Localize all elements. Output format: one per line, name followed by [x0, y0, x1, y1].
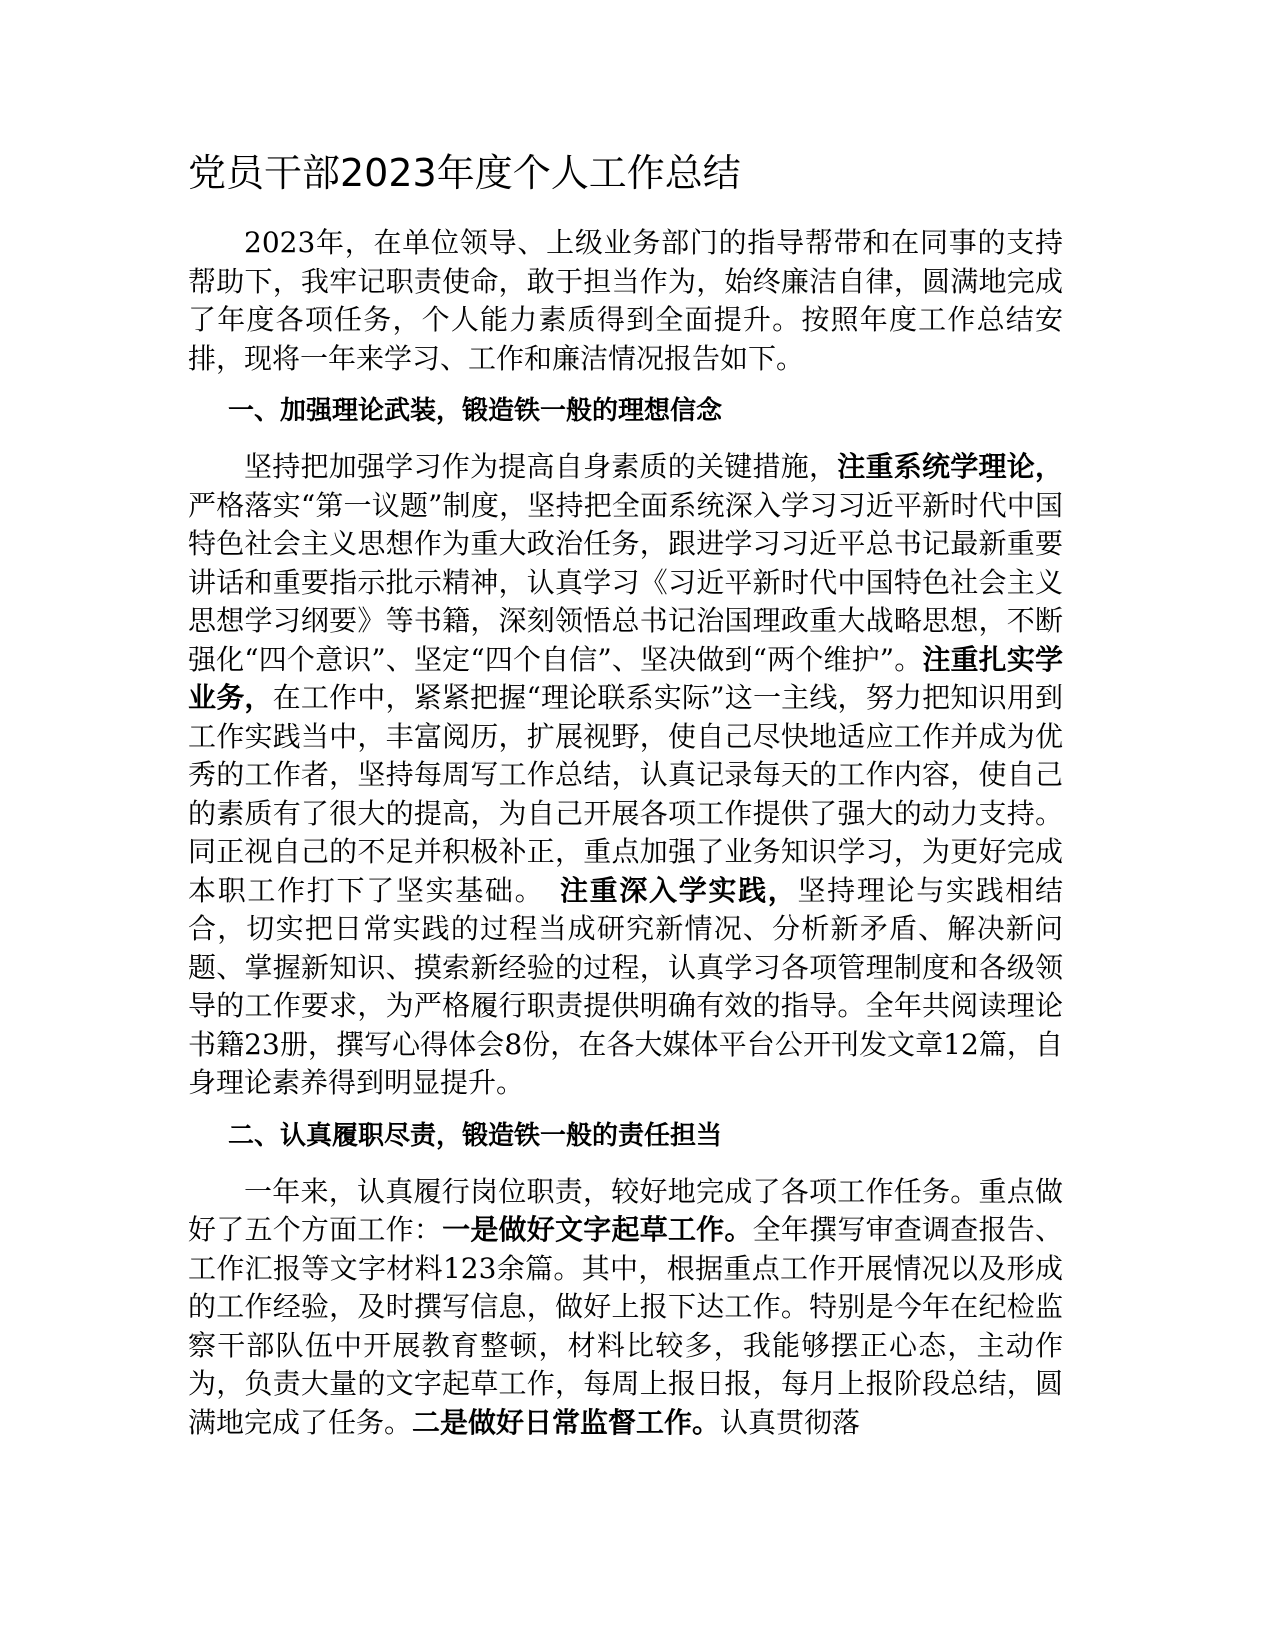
section-1-emphasis-2: 注重扎实学业务， — [188, 642, 1063, 714]
section-1-paragraph — [188, 448, 1063, 1103]
document-body — [188, 148, 1063, 1456]
section-2-heading: 二、认真履职尽责，锻造铁一般的责任担当 — [228, 1120, 723, 1151]
section-2-emphasis-2: 二是做好日常监督工作。 — [412, 1405, 721, 1439]
section-2-emphasis-1: 一是做好文字起草工作。 — [442, 1213, 753, 1246]
document-title: 党员干部2023年度个人工作总结 — [188, 151, 741, 195]
section-1-text-4: 坚持理论与实践相结合，切实把日常实践的过程当成研究新情况、分析新矛盾、解决新问题、掌握新知识、摸索新经验的过程，认真学习各项管理制度和各级领导的工作要求，为严格履行职责提供明确有效的指导。全年共阅读理论书籍23册，撰写心得体会8份，在各大媒体平台公开刊发文章12篇，自身理论素养得到明显提升。 — [188, 873, 1063, 1099]
section-1-text-3: 在工作中，紧紧把握“理论联系实际”这一主线，努力把知识用到工作实践当中，丰富阅历，扩展视野，使自己尽快地适应工作并成为优秀的工作者，坚持每周写工作总结，认真记录每天的工作内容，使自己的素质有了很大的提高，为自己开展各项工作提供了强大的动力支持。同正视自己的不足并积极补正，重点加强了业务知识学习，为更好完成本职工作打下了坚实基础。 — [188, 681, 1063, 907]
section-1-text-2: 严格落实“第一议题”制度，坚持把全面系统深入学习习近平新时代中国特色社会主义思想作为重大政治任务，跟进学习习近平总书记最新重要讲话和重要指示批示精神，认真学习《习近平新时代中国特色社会主义思想学习纲要》等书籍，深刻领悟总书记治国理政重大战略思想，不断强化“四个意识”、坚定“四个自信”、坚决做到“两个维护”。 — [188, 488, 1063, 676]
intro-paragraph: 2023年，在单位领导、上级业务部门的指导帮带和在同事的支持帮助下，我牢记职责使命，敢于担当作为，始终廉洁自律，圆满地完成了年度各项任务，个人能力素质得到全面提升。按照年度工作总结安排，现将一年来学习、工作和廉洁情况报告如下。 — [188, 226, 1063, 375]
section-1-heading: 一、加强理论武装，锻造铁一般的理想信念 — [228, 396, 723, 426]
section-2-text-3: 认真贯彻落 — [720, 1405, 861, 1439]
section-2-text-1: 一年来，认真履行岗位职责，较好地完成了各项工作任务。重点做好了五个方面工作： — [188, 1174, 1063, 1246]
section-1-emphasis-1: 注重系统学理论， — [837, 450, 1063, 483]
section-2-paragraph — [188, 1173, 1063, 1443]
section-2-text-2: 全年撰写审查调查报告、工作汇报等文字材料123余篇。其中，根据重点工作开展情况以及形成的工作经验，及时撰写信息，做好上报下达工作。特别是今年在纪检监察干部队伍中开展教育整顿，材料比较多，我能够摆正心态，主动作为，负责大量的文字起草工作，每周上报日报，每月上报阶段总结，圆满地完成了任务。 — [188, 1213, 1063, 1439]
section-1-emphasis-3: 注重深入学实践， — [559, 873, 798, 907]
section-1-text-1: 坚持把加强学习作为提高自身素质的关键措施， — [244, 450, 838, 483]
